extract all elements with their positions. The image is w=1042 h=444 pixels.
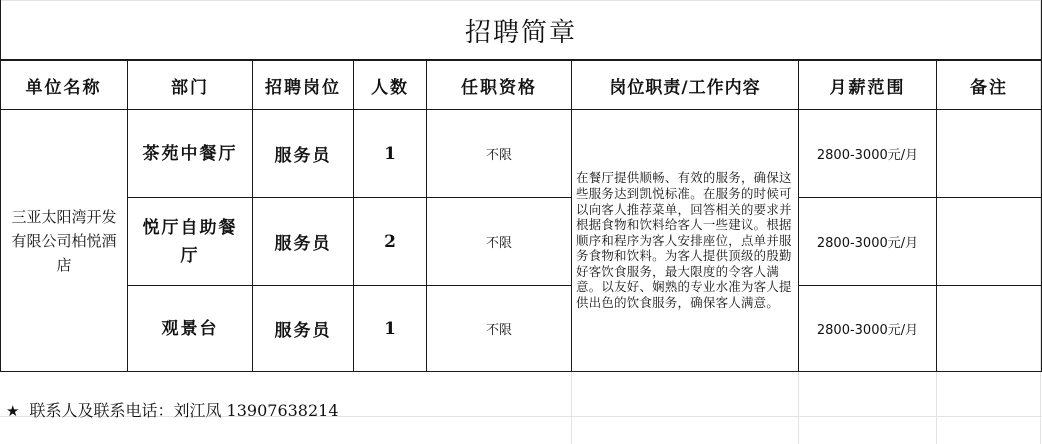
table-border [0,371,1042,372]
gridline [571,372,572,444]
table-cell-salary: 2800-3000元/月 [816,148,919,163]
contact-info: 联系人及联系电话：刘江凤 13907638214 [29,401,339,420]
table-cell-headcount: 1 [384,143,396,164]
table-cell-note [937,110,1041,197]
table-cell-position: 服务员 [274,146,332,166]
header-duties: 岗位职责/工作内容 [609,77,761,98]
table-cell-department: 观景台 [161,318,219,339]
table-cell-position: 服务员 [274,234,332,254]
gridline [936,372,937,444]
header-department: 部门 [171,77,209,98]
contact-line [6,398,339,421]
header-headcount: 人数 [371,77,409,98]
header-salary: 月薪范围 [829,77,906,98]
table-cell-headcount: 2 [384,231,396,252]
header-requirement: 任职资格 [461,77,537,98]
table-cell-department: 茶苑中餐厅 [142,143,238,164]
table-cell-requirement: 不限 [485,323,512,338]
table-cell-department: 悦厅自助餐厅 [142,217,238,266]
table-cell-salary: 2800-3000元/月 [816,323,919,338]
page-title: 招聘简章 [464,17,577,48]
table-cell-requirement: 不限 [485,236,512,251]
table-cell-position: 服务员 [274,321,332,341]
table-cell-headcount: 1 [384,318,396,339]
job-duties: 在餐厅提供顺畅、有效的服务，确保这些服务达到凯悦标准。在服务的时候可以向客人推荐菜单，回答相关的要求并根据食物和饮料给客人一些建议。根据顺序和程序为客人安排座位，点单并服务食物和饮料。为客人提供顶级的殷勤好客饮食服务，最大限度的令客人满意。以友好、娴熟的专业水准为客人提供出色的饮食服务，确保客人满意。 [576,170,792,311]
table-cell-requirement: 不限 [485,148,512,163]
gridline [798,372,799,444]
header-position: 招聘岗位 [265,77,341,98]
header-unit-name: 单位名称 [25,77,102,98]
table-cell-salary: 2800-3000元/月 [816,236,919,251]
table-cell-note [937,198,1041,285]
table-cell-note [937,286,1041,371]
header-note: 备注 [970,77,1008,98]
star-icon: ★ [6,402,20,420]
unit-name: 三亚太阳湾开发有限公司柏悦酒店 [11,207,117,274]
